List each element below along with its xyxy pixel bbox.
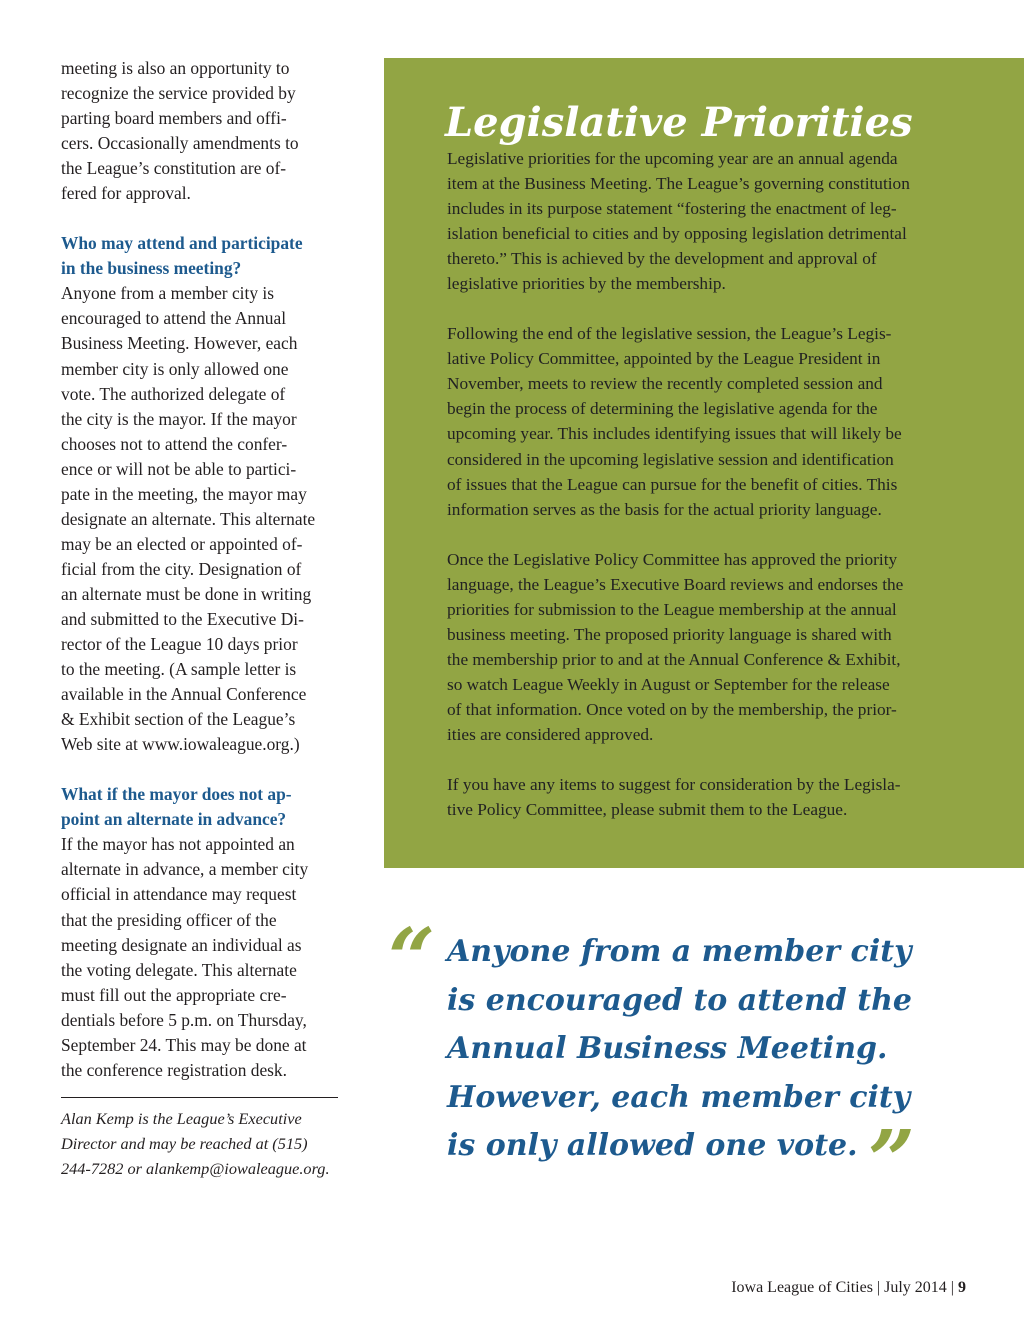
- text-line: Anyone from a member city is: [61, 283, 274, 304]
- text-line: Once the Legislative Policy Committee has approved the priority: [447, 549, 898, 569]
- text-line: vote. The authorized delegate of: [61, 383, 286, 404]
- text-line: If you have any items to suggest for consideration by the Legisla-: [447, 775, 901, 795]
- text-line: language, the League’s Executive Board reviews and endorses the: [447, 574, 904, 594]
- text-line: includes in its purpose statement “fostering the enactment of leg-: [447, 199, 897, 219]
- text-line: ficial from the city. Designation of: [61, 558, 302, 579]
- open-quote-mark: “: [388, 911, 436, 1007]
- intro-paragraph: [61, 56, 346, 206]
- text-line: the voting delegate. This alternate: [61, 959, 297, 980]
- text-line: September 24. This may be done at: [61, 1034, 307, 1055]
- attend-question-heading: [61, 231, 346, 281]
- text-line: of issues that the League can pursue for the benefit of cities. This: [447, 474, 898, 494]
- text-line: pate in the meeting, the mayor may: [61, 483, 307, 504]
- sidebar-paragraph: [447, 146, 972, 296]
- text-line: priorities for submission to the League membership at the annual: [447, 599, 897, 619]
- heading-line: Who may attend and participate: [61, 233, 303, 254]
- text-line: chooses not to attend the confer-: [61, 433, 288, 454]
- text-line: to the meeting. (A sample letter is: [61, 659, 297, 680]
- issue-date: July 2014: [884, 1279, 947, 1296]
- text-line: encouraged to attend the Annual: [61, 308, 287, 329]
- heading-line: point an alternate in advance?: [61, 809, 287, 830]
- sidebar-paragraph: [447, 547, 972, 747]
- bio-line: Alan Kemp is the League’s Executive: [61, 1108, 302, 1128]
- sidebar-paragraph: [447, 321, 972, 521]
- quote-line: However, each member city: [447, 1079, 911, 1115]
- page-number: 9: [958, 1279, 966, 1296]
- attend-answer-paragraph: [61, 281, 346, 757]
- quote-line: is encouraged to attend the: [447, 982, 912, 1018]
- text-line: legislative priorities by the membership.: [447, 274, 726, 294]
- close-quote-mark: ”: [868, 1113, 916, 1209]
- text-line: the conference registration desk.: [61, 1059, 287, 1080]
- text-line: must fill out the appropriate cre-: [61, 984, 287, 1005]
- text-line: If the mayor has not appointed an: [61, 834, 295, 855]
- text-line: ence or will not be able to partici-: [61, 458, 297, 479]
- text-line: lative Policy Committee, appointed by the League President in: [447, 349, 881, 369]
- text-line: an alternate must be done in writing: [61, 583, 312, 604]
- sidebar-paragraph: [447, 772, 972, 822]
- text-line: islation beneficial to cities and by opposing legislation detrimental: [447, 224, 907, 244]
- text-line: meeting is also an opportunity to: [61, 58, 290, 78]
- text-line: member city is only allowed one: [61, 358, 289, 379]
- text-line: upcoming year. This includes identifying issues that will likely be: [447, 424, 902, 444]
- text-line: of that information. Once voted on by the membership, the prior-: [447, 699, 897, 719]
- text-line: Legislative priorities for the upcoming year are an annual agenda: [447, 149, 898, 168]
- bio-divider: [61, 1097, 338, 1098]
- text-line: and submitted to the Executive Di-: [61, 608, 304, 629]
- bio-line: 244-7282 or alankemp@iowaleague.org.: [61, 1158, 330, 1178]
- text-line: may be an elected or appointed of-: [61, 533, 303, 554]
- text-line: official in attendance may request: [61, 884, 297, 905]
- bio-line: Director and may be reached at (515): [61, 1133, 308, 1153]
- heading-line: in the business meeting?: [61, 258, 242, 279]
- text-line: fered for approval.: [61, 183, 191, 204]
- text-line: ities are considered approved.: [447, 724, 654, 744]
- text-line: alternate in advance, a member city: [61, 859, 309, 880]
- text-line: designate an alternate. This alternate: [61, 508, 316, 529]
- text-line: dentials before 5 p.m. on Thursday,: [61, 1009, 307, 1030]
- footer-separator: |: [876, 1279, 881, 1296]
- text-line: information serves as the basis for the actual priority language.: [447, 499, 882, 519]
- text-line: cers. Occasionally amendments to: [61, 133, 299, 154]
- text-line: the membership prior to and at the Annual Conference & Exhibit,: [447, 649, 901, 669]
- text-line: business meeting. The proposed priority language is shared with: [447, 624, 892, 644]
- text-line: so watch League Weekly in August or September for the release: [447, 674, 890, 694]
- text-line: that the presiding officer of the: [61, 909, 277, 930]
- author-bio: [61, 1106, 346, 1181]
- quote-line: is only allowed one vote.: [447, 1128, 858, 1163]
- quote-line: Anyone from a member city: [447, 934, 912, 969]
- text-line: the League’s constitution are of-: [61, 158, 287, 179]
- page-footer: [731, 1278, 966, 1298]
- sidebar-body: [447, 146, 972, 822]
- quote-line: Annual Business Meeting.: [447, 1031, 888, 1066]
- text-line: considered in the upcoming legislative session and identification: [447, 449, 894, 469]
- text-line: recognize the service provided by: [61, 83, 296, 104]
- text-line: thereto.” This is achieved by the development and approval of: [447, 249, 877, 269]
- text-line: begin the process of determining the legislative agenda for the: [447, 399, 878, 419]
- text-line: rector of the League 10 days prior: [61, 634, 298, 655]
- text-line: Business Meeting. However, each: [61, 333, 298, 354]
- sidebar-title: Legislative Priorities: [445, 99, 913, 146]
- text-line: tive Policy Committee, please submit them to the League.: [447, 800, 848, 820]
- text-line: item at the Business Meeting. The League’s governing constitution: [447, 174, 910, 194]
- text-line: available in the Annual Conference: [61, 684, 307, 705]
- text-line: November, meets to review the recently completed session and: [447, 374, 883, 394]
- publication-name: Iowa League of Cities: [731, 1279, 873, 1296]
- text-line: the city is the mayor. If the mayor: [61, 408, 297, 429]
- footer-separator: |: [950, 1279, 954, 1296]
- alternate-answer-paragraph: [61, 832, 346, 1082]
- text-line: Following the end of the legislative session, the League’s Legis-: [447, 324, 892, 344]
- text-line: Web site at www.iowaleague.org.): [61, 734, 300, 755]
- text-line: meeting designate an individual as: [61, 934, 302, 955]
- alternate-question-heading: [61, 782, 346, 832]
- left-column: [61, 56, 346, 1181]
- text-line: & Exhibit section of the League’s: [61, 709, 296, 730]
- heading-line: What if the mayor does not ap-: [61, 784, 292, 805]
- text-line: parting board members and offi-: [61, 108, 287, 129]
